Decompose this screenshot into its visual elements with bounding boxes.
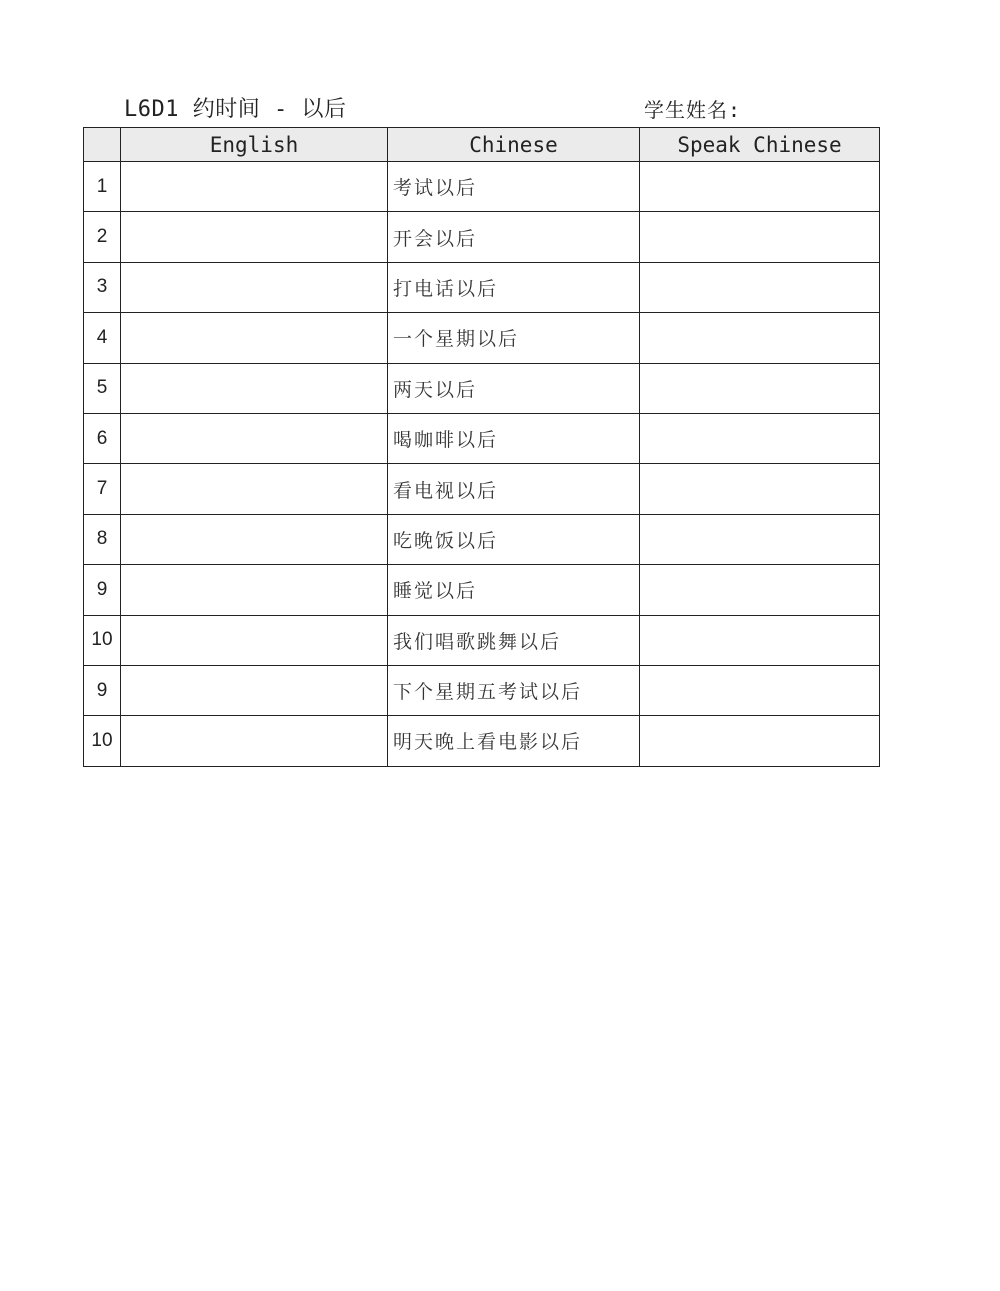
chinese-phrase: 两天以后 xyxy=(388,363,640,413)
worksheet-table xyxy=(83,127,880,767)
chinese-phrase: 明天晚上看电影以后 xyxy=(388,716,640,766)
column-header-number xyxy=(84,128,121,162)
column-header-english: English xyxy=(121,128,388,162)
english-answer-cell[interactable] xyxy=(121,615,388,665)
speak-chinese-cell[interactable] xyxy=(640,565,880,615)
table-row xyxy=(84,313,880,363)
chinese-phrase: 一个星期以后 xyxy=(388,313,640,363)
row-number: 2 xyxy=(84,212,121,262)
speak-chinese-cell[interactable] xyxy=(640,464,880,514)
english-answer-cell[interactable] xyxy=(121,363,388,413)
english-answer-cell[interactable] xyxy=(121,413,388,463)
speak-chinese-cell[interactable] xyxy=(640,413,880,463)
row-number: 9 xyxy=(84,565,121,615)
student-name-label: 学生姓名: xyxy=(644,98,742,122)
row-number: 4 xyxy=(84,313,121,363)
table-row xyxy=(84,212,880,262)
table-row xyxy=(84,615,880,665)
column-header-speak-chinese: Speak Chinese xyxy=(640,128,880,162)
column-header-chinese: Chinese xyxy=(388,128,640,162)
table-row xyxy=(84,716,880,766)
row-number: 9 xyxy=(84,665,121,715)
row-number: 7 xyxy=(84,464,121,514)
chinese-phrase: 下个星期五考试以后 xyxy=(388,665,640,715)
chinese-phrase: 我们唱歌跳舞以后 xyxy=(388,615,640,665)
chinese-phrase: 开会以后 xyxy=(388,212,640,262)
table-row xyxy=(84,162,880,212)
row-number: 1 xyxy=(84,162,121,212)
english-answer-cell[interactable] xyxy=(121,212,388,262)
english-answer-cell[interactable] xyxy=(121,716,388,766)
row-number: 3 xyxy=(84,262,121,312)
speak-chinese-cell[interactable] xyxy=(640,212,880,262)
english-answer-cell[interactable] xyxy=(121,565,388,615)
chinese-phrase: 考试以后 xyxy=(388,162,640,212)
page-header xyxy=(0,90,1000,126)
english-answer-cell[interactable] xyxy=(121,162,388,212)
table-row xyxy=(84,514,880,564)
table-row xyxy=(84,413,880,463)
page-title: L6D1 约时间 - 以后 xyxy=(124,97,347,122)
row-number: 10 xyxy=(84,716,121,766)
table-row xyxy=(84,464,880,514)
speak-chinese-cell[interactable] xyxy=(640,262,880,312)
header-row xyxy=(84,128,880,162)
table-body xyxy=(84,162,880,767)
table-row xyxy=(84,665,880,715)
speak-chinese-cell[interactable] xyxy=(640,665,880,715)
english-answer-cell[interactable] xyxy=(121,313,388,363)
speak-chinese-cell[interactable] xyxy=(640,514,880,564)
english-answer-cell[interactable] xyxy=(121,464,388,514)
table-row xyxy=(84,565,880,615)
chinese-phrase: 喝咖啡以后 xyxy=(388,413,640,463)
speak-chinese-cell[interactable] xyxy=(640,716,880,766)
row-number: 6 xyxy=(84,413,121,463)
row-number: 8 xyxy=(84,514,121,564)
english-answer-cell[interactable] xyxy=(121,262,388,312)
speak-chinese-cell[interactable] xyxy=(640,615,880,665)
speak-chinese-cell[interactable] xyxy=(640,162,880,212)
table-row xyxy=(84,363,880,413)
chinese-phrase: 打电话以后 xyxy=(388,262,640,312)
english-answer-cell[interactable] xyxy=(121,514,388,564)
row-number: 10 xyxy=(84,615,121,665)
table-row xyxy=(84,262,880,312)
english-answer-cell[interactable] xyxy=(121,665,388,715)
chinese-phrase: 吃晚饭以后 xyxy=(388,514,640,564)
speak-chinese-cell[interactable] xyxy=(640,313,880,363)
row-number: 5 xyxy=(84,363,121,413)
speak-chinese-cell[interactable] xyxy=(640,363,880,413)
chinese-phrase: 看电视以后 xyxy=(388,464,640,514)
chinese-phrase: 睡觉以后 xyxy=(388,565,640,615)
